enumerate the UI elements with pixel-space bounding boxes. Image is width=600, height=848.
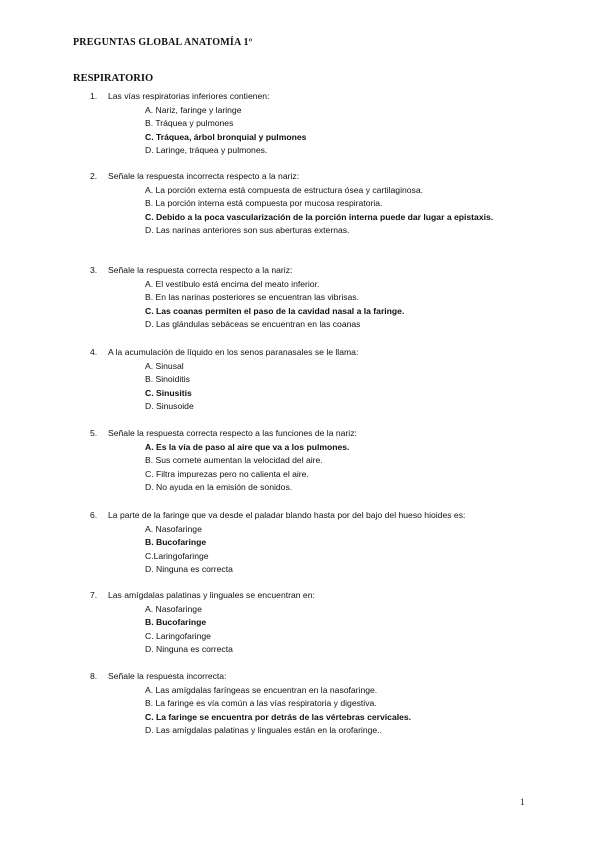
answer-option-correct: C. Las coanas permiten el paso de la cavidad nasal a la faringe.	[145, 305, 405, 316]
question-text: Señale la respuesta correcta respecto a la nariz:	[108, 265, 293, 275]
question-text: Señale la respuesta correcta respecto a las funciones de la nariz:	[108, 428, 357, 438]
answer-option: B. La porción interna está compuesta por mucosa respiratoria.	[145, 198, 383, 209]
answer-option: D. Sinusoide	[145, 401, 194, 412]
answer-option: B. Tráquea y pulmones	[145, 118, 234, 129]
question-3	[90, 264, 560, 332]
answer-option-correct: B. Bucofaringe	[145, 537, 207, 548]
answer-option: A. Las amígdalas faríngeas se encuentran en la nasofaringe.	[145, 684, 378, 695]
answer-option: D. No ayuda en la emisión de sonidos.	[145, 482, 293, 493]
question-8	[90, 670, 560, 738]
answer-option-correct: C. Debido a la poca vascularización de la porción interna puede dar lugar a epistaxis.	[145, 211, 494, 222]
question-number: 2.	[90, 171, 98, 181]
question-number: 5.	[90, 428, 98, 438]
answer-option-correct: B. Bucofaringe	[145, 617, 207, 628]
answer-option: B. La faringe es vía común a las vías respiratoria y digestiva.	[145, 698, 377, 709]
question-1	[90, 90, 560, 158]
answer-option: D. Las glándulas sebáceas se encuentran en las coanas	[145, 319, 361, 330]
question-number: 8.	[90, 671, 98, 681]
answer-option-correct: C. Sinusitis	[145, 387, 192, 398]
question-number: 6.	[90, 510, 98, 520]
question-text: A la acumulación de líquido en los senos paranasales se le llama:	[108, 347, 359, 357]
question-7	[90, 589, 560, 657]
answer-option: C. Laringofaringe	[145, 630, 211, 641]
question-4	[90, 346, 560, 414]
question-text: Las amígdalas palatinas y linguales se encuentran en:	[108, 590, 315, 600]
question-2	[90, 170, 560, 238]
answer-option-correct: C. Tráquea, árbol bronquial y pulmones	[145, 131, 307, 142]
question-text: Las vías respiratorias inferiores contienen:	[108, 91, 270, 101]
answer-option: A. El vestíbulo está encima del meato inferior.	[145, 278, 320, 289]
answer-option: D. Las amígdalas palatinas y linguales están en la orofaringe..	[145, 725, 382, 736]
answer-option: D. Ninguna es correcta	[145, 564, 233, 575]
answer-option: B. En las narinas posteriores se encuentran las vibrisas.	[145, 292, 359, 303]
question-number: 1.	[90, 91, 98, 101]
document-title: PREGUNTAS GLOBAL ANATOMÍA 1º	[73, 37, 253, 48]
question-6	[90, 509, 560, 577]
page-number: 1	[520, 797, 525, 807]
question-number: 7.	[90, 590, 98, 600]
answer-option-correct: C. La faringe se encuentra por detrás de las vértebras cervicales.	[145, 711, 412, 722]
answer-option: A. La porción externa está compuesta de estructura ósea y cartilaginosa.	[145, 184, 424, 195]
answer-option: A. Nariz, faringe y laringe	[145, 104, 242, 115]
answer-option: D. Las narinas anteriores son sus aberturas externas.	[145, 225, 350, 236]
question-text: La parte de la faringe que va desde el paladar blando hasta por del bajo del hueso hioides es:	[108, 510, 466, 520]
answer-option: A. Nasofaringe	[145, 603, 202, 614]
question-number: 4.	[90, 347, 98, 357]
answer-option: D. Laringe, tráquea y pulmones.	[145, 145, 268, 156]
answer-option: C.Laringofaringe	[145, 550, 209, 561]
section-title: RESPIRATORIO	[73, 73, 154, 84]
answer-option: B. Sus cornete aumentan la velocidad del aire.	[145, 455, 323, 466]
answer-option: B. Sinoiditis	[145, 374, 190, 385]
question-text: Señale la respuesta incorrecta respecto a la nariz:	[108, 171, 300, 181]
question-number: 3.	[90, 265, 98, 275]
answer-option: A. Nasofaringe	[145, 523, 202, 534]
answer-option: D. Ninguna es correcta	[145, 644, 233, 655]
question-text: Señale la respuesta incorrecta:	[108, 671, 227, 681]
answer-option: A. Sinusal	[145, 360, 184, 371]
question-5	[90, 427, 560, 495]
answer-option: C. Filtra impurezas pero no calienta el aire.	[145, 468, 309, 479]
answer-option-correct: A. Es la vía de paso al aire que va a los pulmones.	[145, 441, 350, 452]
